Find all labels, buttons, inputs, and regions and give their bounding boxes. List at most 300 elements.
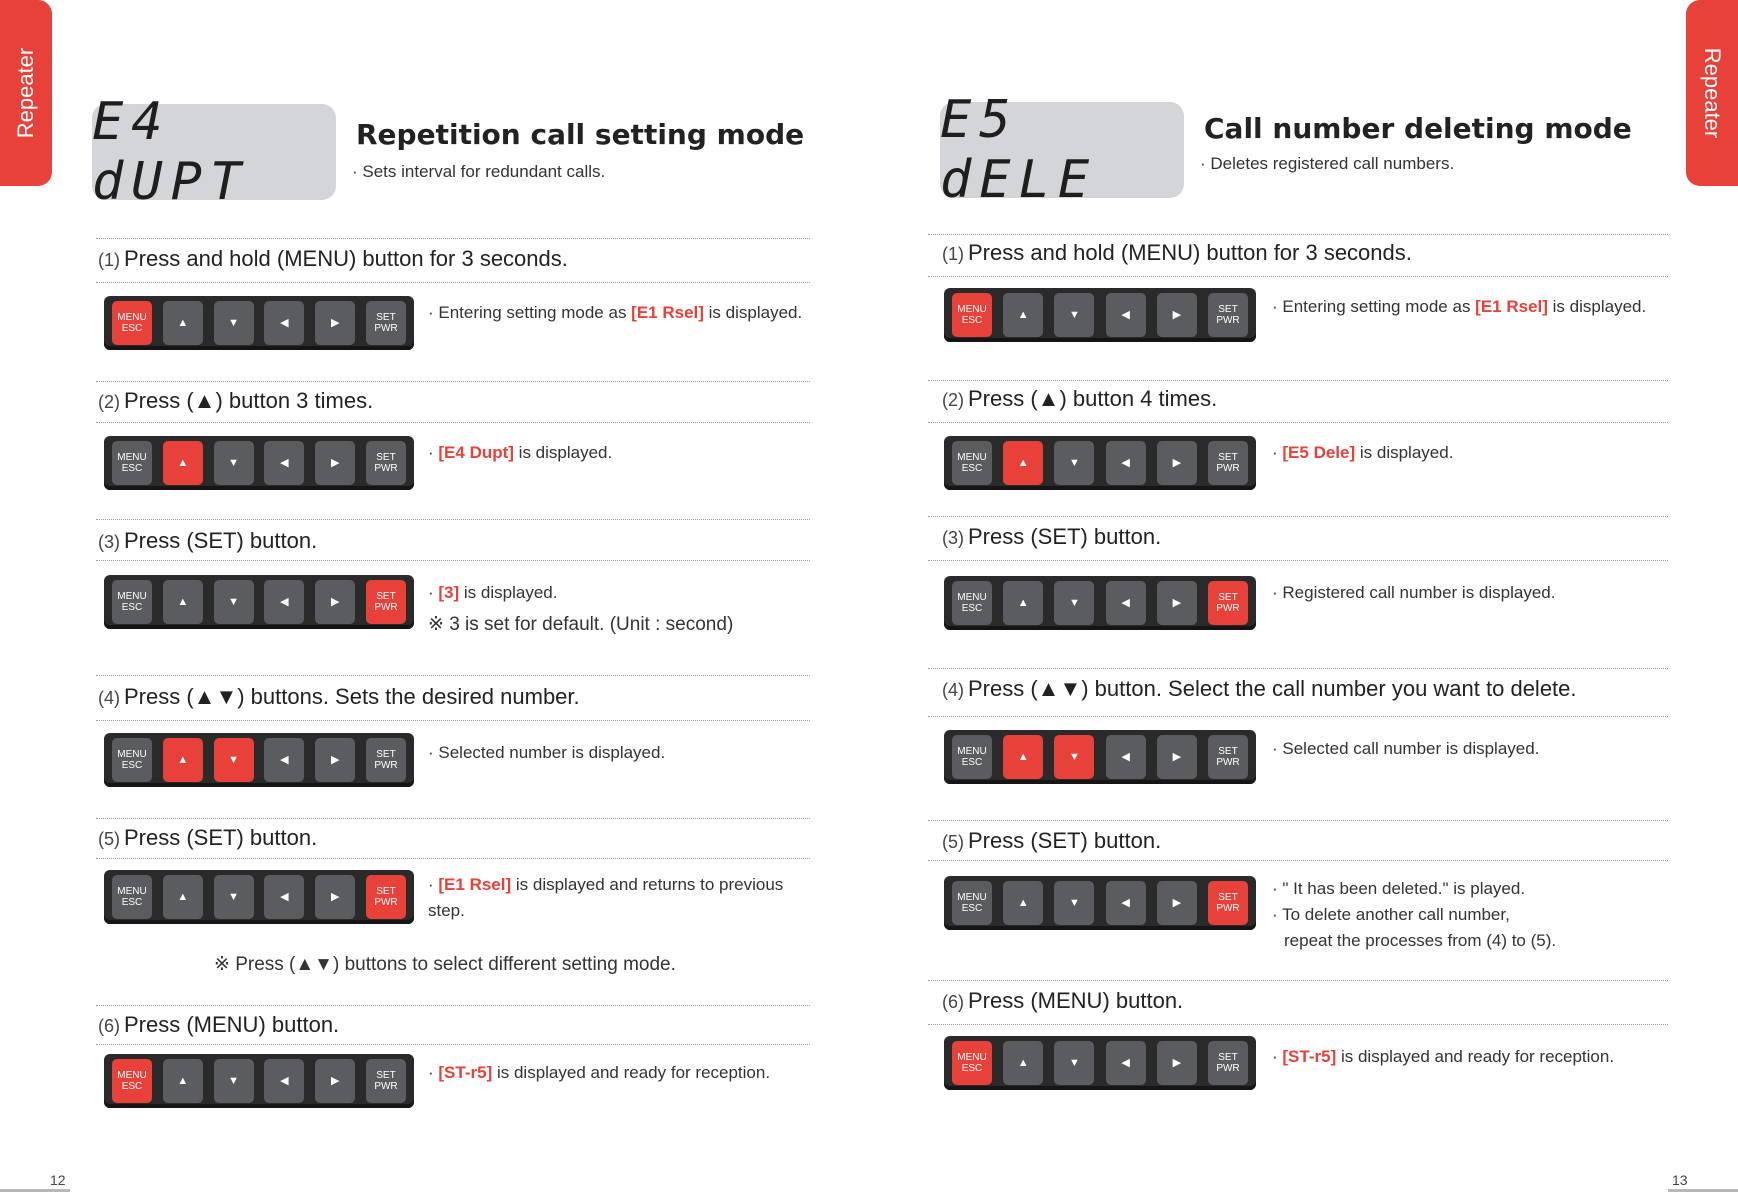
key-label: MENU: [117, 1070, 147, 1081]
divider: [928, 716, 1668, 717]
step-number: (1): [98, 250, 120, 270]
right-arrow-button[interactable]: [1157, 735, 1197, 779]
button-panel: [104, 1054, 414, 1108]
step-text: Press (SET) button.: [124, 528, 318, 553]
left-arrow-button[interactable]: [1106, 581, 1146, 625]
step-number: (2): [98, 392, 120, 412]
step-text: Press (▲▼) buttons. Sets the desired number.: [124, 684, 580, 709]
key-label: PWR: [374, 1081, 398, 1092]
up-arrow-button[interactable]: [1003, 1041, 1043, 1085]
key-label: PWR: [1216, 1063, 1240, 1074]
step-title: [98, 528, 317, 554]
menu-esc-button[interactable]: [952, 441, 992, 485]
set-pwr-button[interactable]: [366, 1059, 406, 1103]
step-note: [428, 740, 808, 766]
button-panel: [944, 876, 1256, 930]
up-arrow-button[interactable]: [163, 301, 203, 345]
step-text: Press (▲▼) button. Select the call number you want to delete.: [968, 676, 1577, 701]
left-arrow-icon: ◀: [280, 1074, 289, 1087]
key-label: PWR: [1216, 903, 1240, 914]
right-arrow-icon: ▶: [1172, 896, 1182, 909]
key-label: ESC: [121, 602, 143, 613]
section-tab-right: [1686, 0, 1738, 186]
divider: [928, 380, 1668, 381]
highlight-code: [3]: [438, 583, 460, 602]
key-label: PWR: [1216, 603, 1240, 614]
right-arrow-button[interactable]: [315, 738, 355, 782]
step-text: Press (MENU) button.: [968, 988, 1184, 1013]
step-note: [428, 440, 808, 466]
key-label: ESC: [961, 603, 983, 614]
key-label: SET: [1218, 892, 1238, 903]
set-pwr-button[interactable]: [1208, 1041, 1248, 1085]
key-label: PWR: [374, 760, 398, 771]
left-arrow-button[interactable]: [264, 738, 304, 782]
left-arrow-icon: ◀: [280, 456, 289, 469]
key-label: ESC: [121, 897, 143, 908]
note-text: ·: [428, 583, 439, 602]
down-arrow-icon: ▼: [228, 753, 240, 766]
menu-esc-button[interactable]: [112, 875, 152, 919]
key-label: ESC: [121, 323, 143, 334]
right-arrow-icon: ▶: [330, 1074, 340, 1087]
key-label: PWR: [1216, 315, 1240, 326]
step-note: [1272, 1044, 1682, 1070]
up-arrow-button[interactable]: [163, 875, 203, 919]
step-number: (5): [942, 832, 964, 852]
note-text: · To delete another call number,: [1272, 905, 1510, 924]
note-text: · Selected number is displayed.: [428, 743, 666, 762]
button-panel: [104, 733, 414, 787]
step-note: [1272, 736, 1682, 762]
divider: [96, 675, 810, 676]
divider: [96, 858, 810, 859]
step-title: [942, 676, 1577, 702]
set-pwr-button[interactable]: [366, 580, 406, 624]
right-arrow-icon: ▶: [330, 316, 340, 329]
left-arrow-button[interactable]: [1106, 1041, 1146, 1085]
down-arrow-button[interactable]: [1054, 735, 1094, 779]
step-text: Press (SET) button.: [124, 825, 318, 850]
step-title: [98, 246, 568, 272]
right-arrow-icon: ▶: [330, 753, 340, 766]
button-panel: [944, 436, 1256, 490]
menu-esc-button[interactable]: [952, 735, 992, 779]
note-text: · Registered call number is displayed.: [1272, 583, 1556, 602]
down-arrow-button[interactable]: [1054, 293, 1094, 337]
highlight-code: [ST-r5]: [438, 1063, 493, 1082]
divider: [928, 516, 1668, 517]
key-label: MENU: [957, 746, 987, 757]
up-arrow-button[interactable]: [163, 580, 203, 624]
highlight-code: [E1 Rsel]: [438, 875, 512, 894]
divider: [96, 560, 810, 561]
down-arrow-icon: ▼: [1068, 896, 1080, 909]
key-label: ESC: [961, 315, 983, 326]
up-arrow-icon: ▲: [177, 456, 189, 469]
left-arrow-icon: ◀: [280, 316, 289, 329]
step-note: [1272, 440, 1682, 466]
step-text: Press (SET) button.: [968, 524, 1162, 549]
note-text: is displayed.: [1355, 443, 1454, 462]
menu-esc-button[interactable]: [112, 580, 152, 624]
left-arrow-icon: ◀: [1121, 750, 1130, 763]
button-panel: [944, 288, 1256, 342]
step-number: (6): [942, 992, 964, 1012]
note-text: is displayed.: [703, 303, 803, 322]
page-number: 13: [1672, 1172, 1688, 1188]
footer-rule: [1668, 1189, 1738, 1192]
note-text: ·: [428, 443, 439, 462]
key-label: SET: [376, 312, 396, 323]
down-arrow-button[interactable]: [214, 301, 254, 345]
divider: [928, 276, 1668, 277]
left-arrow-button[interactable]: [264, 441, 304, 485]
right-arrow-button[interactable]: [315, 1059, 355, 1103]
key-label: MENU: [117, 452, 147, 463]
up-arrow-icon: ▲: [1017, 750, 1029, 763]
up-arrow-icon: ▲: [1017, 896, 1029, 909]
step-title: [942, 828, 1161, 854]
up-arrow-button[interactable]: [1003, 293, 1043, 337]
left-arrow-icon: ◀: [1121, 308, 1130, 321]
lcd-display-e4: [92, 92, 336, 212]
divider: [928, 1024, 1668, 1025]
right-arrow-icon: ▶: [330, 890, 340, 903]
up-arrow-button[interactable]: [163, 738, 203, 782]
step-title: [98, 825, 317, 851]
key-label: MENU: [957, 892, 987, 903]
right-arrow-button[interactable]: [1157, 1041, 1197, 1085]
key-label: MENU: [117, 312, 147, 323]
down-arrow-button[interactable]: [1054, 581, 1094, 625]
divider: [96, 1044, 810, 1045]
key-label: SET: [1218, 592, 1238, 603]
key-label: ESC: [121, 1081, 143, 1092]
down-arrow-icon: ▼: [228, 456, 240, 469]
mode-title: Repetition call setting mode: [356, 118, 805, 151]
up-arrow-icon: ▲: [177, 316, 189, 329]
key-label: PWR: [1216, 463, 1240, 474]
divider: [96, 381, 810, 382]
divider: [928, 980, 1668, 981]
note-text: · " It has been deleted." is played.: [1272, 879, 1526, 898]
right-arrow-button[interactable]: [1157, 881, 1197, 925]
set-pwr-button[interactable]: [366, 875, 406, 919]
key-label: PWR: [374, 602, 398, 613]
note-text: ·: [428, 875, 439, 894]
note-text: · Entering setting mode as: [428, 303, 632, 322]
key-label: MENU: [957, 592, 987, 603]
down-arrow-button[interactable]: [214, 441, 254, 485]
note-text: ·: [428, 1063, 439, 1082]
up-arrow-button[interactable]: [1003, 735, 1043, 779]
note-text: repeat the processes from (4) to (5).: [1284, 931, 1557, 950]
key-label: ESC: [961, 757, 983, 768]
set-pwr-button[interactable]: [366, 301, 406, 345]
divider: [96, 1005, 810, 1006]
set-pwr-button[interactable]: [1208, 293, 1248, 337]
left-arrow-icon: ◀: [1121, 456, 1130, 469]
step-title: [942, 386, 1217, 412]
step-number: (4): [942, 680, 964, 700]
set-pwr-button[interactable]: [366, 441, 406, 485]
key-label: PWR: [374, 463, 398, 474]
menu-esc-button[interactable]: [112, 441, 152, 485]
mode-title: Call number deleting mode: [1204, 112, 1632, 145]
down-arrow-button[interactable]: [214, 580, 254, 624]
key-label: SET: [376, 749, 396, 760]
step-number: (5): [98, 829, 120, 849]
left-arrow-button[interactable]: [264, 1059, 304, 1103]
up-arrow-icon: ▲: [1017, 308, 1029, 321]
note-text: is displayed.: [513, 443, 613, 462]
key-label: MENU: [957, 1052, 987, 1063]
step-number: (2): [942, 390, 964, 410]
key-label: ESC: [961, 1063, 983, 1074]
step-note: [428, 1060, 808, 1086]
key-label: MENU: [117, 749, 147, 760]
key-label: SET: [1218, 452, 1238, 463]
key-label: SET: [376, 452, 396, 463]
button-panel: [104, 870, 414, 924]
left-arrow-icon: ◀: [280, 890, 289, 903]
down-arrow-button[interactable]: [1054, 441, 1094, 485]
down-arrow-icon: ▼: [228, 595, 240, 608]
step-title: [98, 1012, 339, 1038]
left-arrow-button[interactable]: [1106, 735, 1146, 779]
up-arrow-icon: ▲: [177, 890, 189, 903]
right-arrow-icon: ▶: [1172, 1056, 1182, 1069]
button-panel: [104, 575, 414, 629]
up-arrow-icon: ▲: [1017, 1056, 1029, 1069]
right-arrow-button[interactable]: [315, 875, 355, 919]
note-text: · Selected call number is displayed.: [1272, 739, 1540, 758]
remark-note: ※ Press (▲▼) buttons to select different setting mode.: [214, 954, 676, 975]
note-text: ·: [1272, 1047, 1283, 1066]
divider: [96, 818, 810, 819]
set-pwr-button[interactable]: [1208, 735, 1248, 779]
note-text: is displayed.: [1547, 297, 1647, 316]
key-label: ESC: [961, 463, 983, 474]
page-number: 12: [50, 1172, 66, 1188]
right-arrow-icon: ▶: [330, 595, 340, 608]
step-text: Press (MENU) button.: [124, 1012, 340, 1037]
step-number: (4): [98, 688, 120, 708]
menu-esc-button[interactable]: [112, 738, 152, 782]
down-arrow-button[interactable]: [214, 1059, 254, 1103]
key-label: SET: [376, 591, 396, 602]
step-title: [942, 240, 1412, 266]
left-arrow-icon: ◀: [280, 595, 289, 608]
down-arrow-icon: ▼: [1068, 596, 1080, 609]
key-label: SET: [1218, 746, 1238, 757]
section-tab-left: [0, 0, 52, 186]
left-arrow-icon: ◀: [280, 753, 289, 766]
step-number: (3): [942, 528, 964, 548]
left-arrow-icon: ◀: [1121, 1056, 1130, 1069]
left-arrow-button[interactable]: [1106, 881, 1146, 925]
menu-esc-button[interactable]: [112, 1059, 152, 1103]
right-arrow-button[interactable]: [1157, 581, 1197, 625]
key-label: ESC: [121, 463, 143, 474]
divider: [928, 560, 1668, 561]
key-label: ESC: [121, 760, 143, 771]
lcd-display-e5: [940, 90, 1184, 210]
up-arrow-button[interactable]: [1003, 881, 1043, 925]
step-note: [428, 872, 808, 924]
highlight-code: [E5 Dele]: [1282, 443, 1356, 462]
section-tab-label: Repeater: [13, 47, 38, 139]
up-arrow-button[interactable]: [1003, 441, 1043, 485]
step-number: (6): [98, 1016, 120, 1036]
menu-esc-button[interactable]: [112, 301, 152, 345]
step-title: [942, 524, 1161, 550]
divider: [928, 234, 1668, 235]
down-arrow-button[interactable]: [1054, 1041, 1094, 1085]
step-note: [1272, 294, 1682, 320]
right-arrow-button[interactable]: [315, 441, 355, 485]
note-text: is displayed and ready for reception.: [1336, 1047, 1615, 1066]
key-label: MENU: [957, 452, 987, 463]
note-text: is displayed.: [459, 583, 558, 602]
key-label: MENU: [117, 886, 147, 897]
left-arrow-button[interactable]: [264, 580, 304, 624]
up-arrow-button[interactable]: [1003, 581, 1043, 625]
step-text: Press (SET) button.: [968, 828, 1162, 853]
left-arrow-button[interactable]: [1106, 293, 1146, 337]
note-text: is displayed and ready for reception.: [492, 1063, 771, 1082]
key-label: ESC: [961, 903, 983, 914]
step-text: Press (▲) button 3 times.: [124, 388, 374, 413]
down-arrow-button[interactable]: [214, 738, 254, 782]
divider: [96, 238, 810, 239]
note-text: is displayed and returns to previous step.: [428, 875, 784, 920]
down-arrow-icon: ▼: [228, 1074, 240, 1087]
highlight-code: [E4 Dupt]: [438, 443, 514, 462]
divider: [96, 720, 810, 721]
key-label: PWR: [1216, 757, 1240, 768]
lcd-text: E5 dELE: [940, 90, 1098, 210]
set-pwr-button[interactable]: [1208, 881, 1248, 925]
up-arrow-icon: ▲: [177, 595, 189, 608]
up-arrow-button[interactable]: [163, 1059, 203, 1103]
right-arrow-icon: ▶: [1172, 308, 1182, 321]
down-arrow-icon: ▼: [228, 316, 240, 329]
section-tab-label: Repeater: [1700, 47, 1725, 139]
up-arrow-icon: ▲: [177, 1074, 189, 1087]
mode-description: · Sets interval for redundant calls.: [352, 162, 606, 181]
highlight-code: [E1 Rsel]: [631, 303, 704, 322]
set-pwr-button[interactable]: [1208, 441, 1248, 485]
right-arrow-icon: ▶: [1172, 596, 1182, 609]
note-text: ·: [1272, 443, 1283, 462]
up-arrow-icon: ▲: [1017, 596, 1029, 609]
up-arrow-icon: ▲: [177, 753, 189, 766]
divider: [928, 820, 1668, 821]
highlight-code: [E1 Rsel]: [1475, 297, 1548, 316]
key-label: MENU: [957, 304, 987, 315]
menu-esc-button[interactable]: [952, 581, 992, 625]
mode-description: · Deletes registered call numbers.: [1200, 154, 1455, 173]
key-label: PWR: [374, 897, 398, 908]
menu-esc-button[interactable]: [952, 1041, 992, 1085]
button-panel: [944, 1036, 1256, 1090]
key-label: SET: [1218, 1052, 1238, 1063]
up-arrow-button[interactable]: [163, 441, 203, 485]
right-arrow-button[interactable]: [315, 301, 355, 345]
step-title: [98, 388, 373, 414]
divider: [96, 422, 810, 423]
divider: [96, 282, 810, 283]
left-arrow-icon: ◀: [1121, 596, 1130, 609]
step-note: [428, 580, 808, 606]
divider: [928, 422, 1668, 423]
step-number: (1): [942, 244, 964, 264]
step-note: [1272, 580, 1682, 606]
step-text: Press and hold (MENU) button for 3 seconds.: [968, 240, 1412, 265]
down-arrow-icon: ▼: [1068, 456, 1080, 469]
right-arrow-button[interactable]: [1157, 441, 1197, 485]
left-arrow-button[interactable]: [264, 875, 304, 919]
divider: [928, 860, 1668, 861]
step-text: Press and hold (MENU) button for 3 seconds.: [124, 246, 568, 271]
down-arrow-icon: ▼: [1068, 750, 1080, 763]
step-title: [98, 684, 580, 710]
menu-esc-button[interactable]: [952, 293, 992, 337]
down-arrow-icon: ▼: [1068, 1056, 1080, 1069]
step-note: [1272, 876, 1682, 954]
button-panel: [944, 576, 1256, 630]
step-text: Press (▲) button 4 times.: [968, 386, 1218, 411]
key-label: SET: [376, 1070, 396, 1081]
left-arrow-icon: ◀: [1121, 896, 1130, 909]
right-arrow-icon: ▶: [330, 456, 340, 469]
key-label: PWR: [374, 323, 398, 334]
step-note: [428, 300, 808, 326]
note-text: · Entering setting mode as: [1272, 297, 1476, 316]
right-arrow-icon: ▶: [1172, 456, 1182, 469]
up-arrow-icon: ▲: [1017, 456, 1029, 469]
key-label: SET: [1218, 304, 1238, 315]
down-arrow-button[interactable]: [1054, 881, 1094, 925]
divider: [96, 519, 810, 520]
button-panel: [104, 436, 414, 490]
down-arrow-icon: ▼: [228, 890, 240, 903]
down-arrow-icon: ▼: [1068, 308, 1080, 321]
right-arrow-button[interactable]: [1157, 293, 1197, 337]
set-pwr-button[interactable]: [366, 738, 406, 782]
step-title: [942, 988, 1183, 1014]
key-label: SET: [376, 886, 396, 897]
remark-note: ※ 3 is set for default. (Unit : second): [428, 614, 734, 635]
divider: [928, 668, 1668, 669]
lcd-text: E4 dUPT: [92, 92, 250, 212]
highlight-code: [ST-r5]: [1282, 1047, 1337, 1066]
right-arrow-icon: ▶: [1172, 750, 1182, 763]
left-arrow-button[interactable]: [264, 301, 304, 345]
set-pwr-button[interactable]: [1208, 581, 1248, 625]
footer-rule: [0, 1189, 70, 1192]
right-arrow-button[interactable]: [315, 580, 355, 624]
button-panel: [104, 296, 414, 350]
left-arrow-button[interactable]: [1106, 441, 1146, 485]
menu-esc-button[interactable]: [952, 881, 992, 925]
step-number: (3): [98, 532, 120, 552]
button-panel: [944, 730, 1256, 784]
key-label: MENU: [117, 591, 147, 602]
down-arrow-button[interactable]: [214, 875, 254, 919]
